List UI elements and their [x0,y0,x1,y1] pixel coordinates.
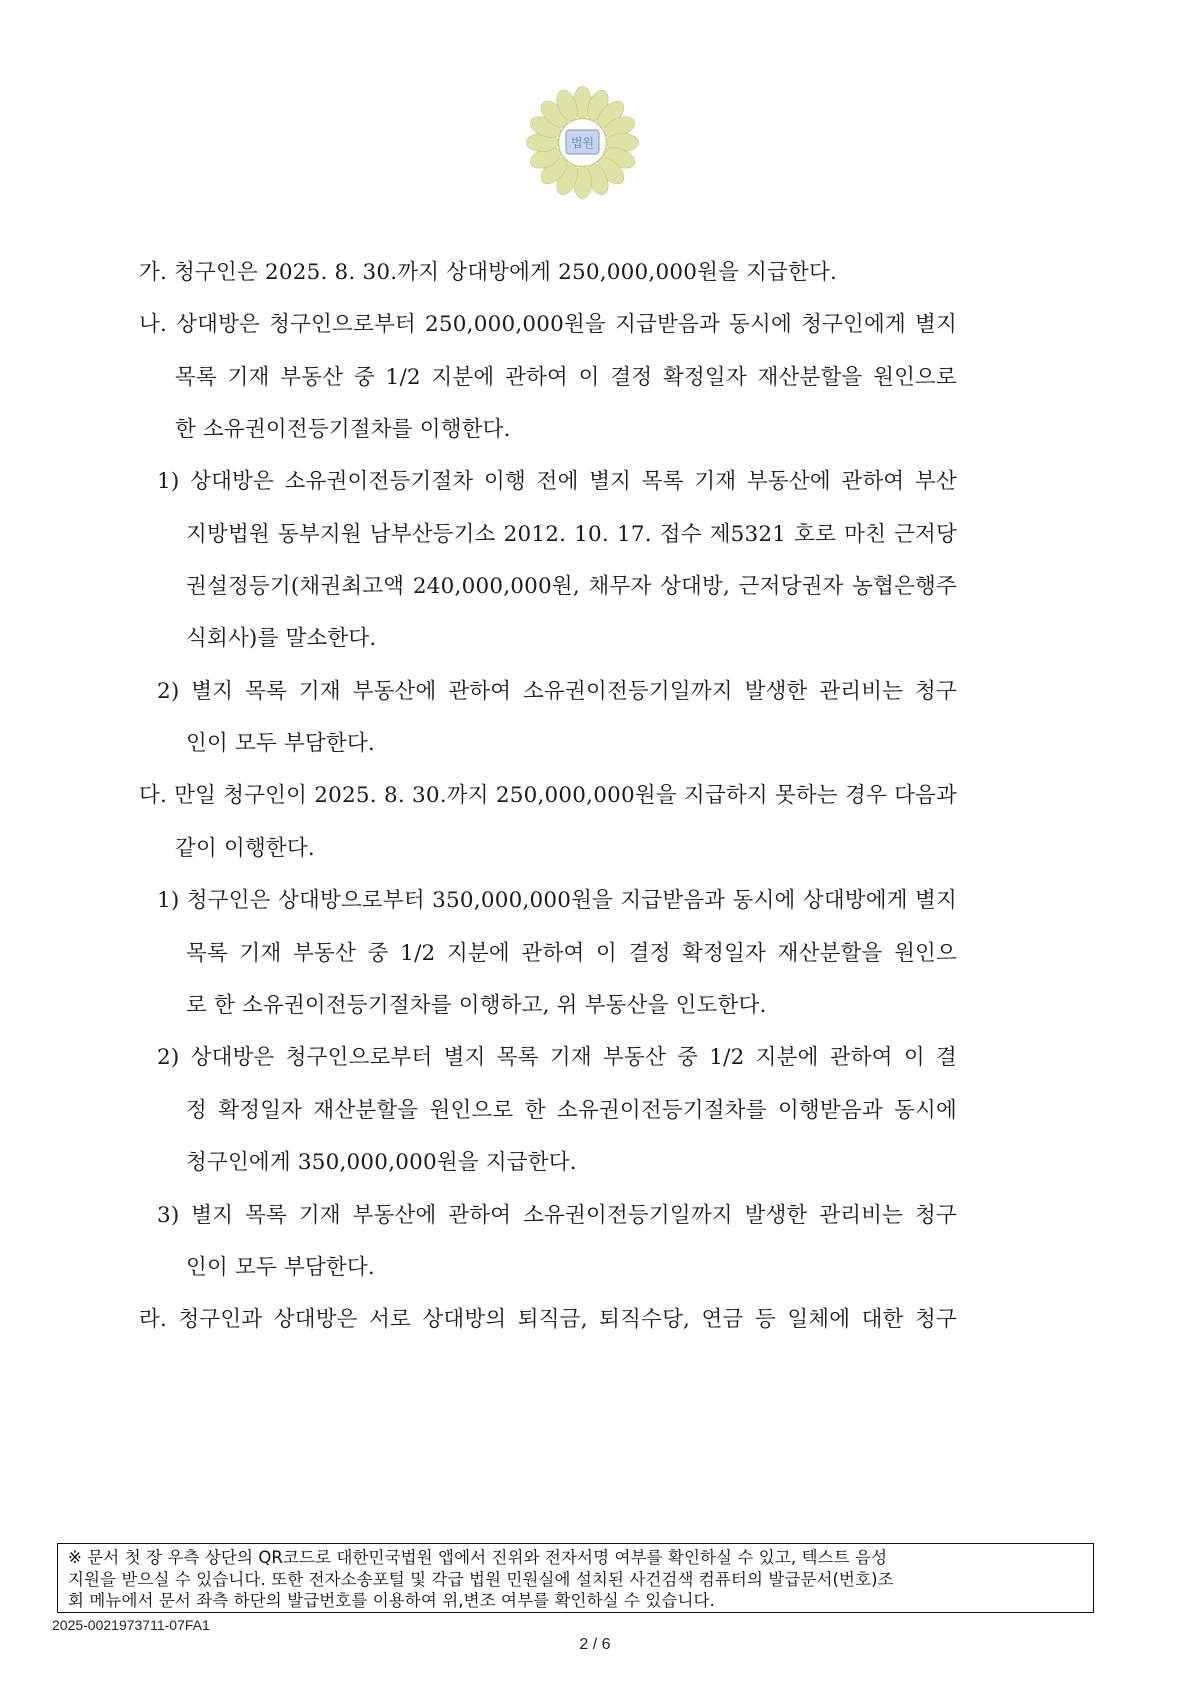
clause-na: 나. 상대방은 청구인으로부터 250,000,000원을 지급받음과 동시에 청구인에게 별지 [139,312,957,337]
court-seal-icon [525,85,640,200]
clause-ra: 라. 청구인과 상대방은 서로 상대방의 퇴직금, 퇴직수당, 연금 등 일체에 대한 청구 [139,1307,957,1332]
notice-line: 지원을 받으실 수 있습니다. 또한 전자소송포털 및 각급 법원 민원실에 설치된 사건검색 컴퓨터의 발급문서(번호)조 [68,1569,894,1589]
clause-da-2: 2) 상대방은 청구인으로부터 별지 목록 기재 부동산 중 1/2 지분에 관하여 이 결 [157,1045,957,1070]
clause-da-2-cont-1: 정 확정일자 재산분할을 원인으로 한 소유권이전등기절차를 이행받음과 동시에 [186,1098,957,1123]
clause-da-cont: 같이 이행한다. [175,836,315,861]
clause-na-1-cont-2: 권설정등기(채권최고액 240,000,000원, 채무자 상대방, 근저당권자 농협은행주 [186,574,957,599]
clause-da-1: 1) 청구인은 상대방으로부터 350,000,000원을 지급받음과 동시에 상대방에게 별지 [157,888,957,913]
clause-da-3-cont: 인이 모두 부담한다. [186,1255,375,1280]
verification-notice [57,1543,1094,1613]
clause-na-2-cont: 인이 모두 부담한다. [186,731,375,756]
notice-line: 회 메뉴에서 문서 좌측 하단의 발급번호를 이용하여 위,변조 여부를 확인하실 수 있습니다. [68,1591,715,1610]
clause-na-cont-1: 목록 기재 부동산 중 1/2 지분에 관하여 이 결정 확정일자 재산분할을 원인으로 [175,365,957,390]
clause-da-2-cont-2: 청구인에게 350,000,000원을 지급한다. [186,1150,577,1175]
page-indicator: 2 / 6 [579,1636,611,1653]
clause-da-3: 3) 별지 목록 기재 부동산에 관하여 소유권이전등기일까지 발생한 관리비는 청구 [157,1203,957,1228]
clause-da-1-cont-1: 목록 기재 부동산 중 1/2 지분에 관하여 이 결정 확정일자 재산분할을 원인으 [186,941,957,966]
clause-ga: 가. 청구인은 2025. 8. 30.까지 상대방에게 250,000,000원을 지급한다. [139,260,837,285]
clause-da: 다. 만일 청구인이 2025. 8. 30.까지 250,000,000원을 지급하지 못하는 경우 다음과 [139,783,957,808]
issue-number: 2025-0021973711-07FA1 [52,1617,210,1633]
seal-label: 법원 [570,136,595,150]
clause-na-cont-2: 한 소유권이전등기절차를 이행한다. [175,417,511,442]
clause-da-1-cont-2: 로 한 소유권이전등기절차를 이행하고, 위 부동산을 인도한다. [186,993,767,1018]
clause-na-1-cont-1: 지방법원 동부지원 남부산등기소 2012. 10. 17. 접수 제5321 호로 마친 근저당 [186,522,957,547]
court-seal [525,85,640,200]
clause-na-2: 2) 별지 목록 기재 부동산에 관하여 소유권이전등기일까지 발생한 관리비는 청구 [157,679,957,704]
notice-line: ※ 문서 첫 장 우측 상단의 QR코드로 대한민국법원 앱에서 진위와 전자서명 여부를 확인하실 수 있고, 텍스트 음성 [68,1548,888,1567]
clause-na-1: 1) 상대방은 소유권이전등기절차 이행 전에 별지 목록 기재 부동산에 관하여 부산 [157,469,957,494]
clause-na-1-cont-3: 식회사)를 말소한다. [186,626,377,651]
